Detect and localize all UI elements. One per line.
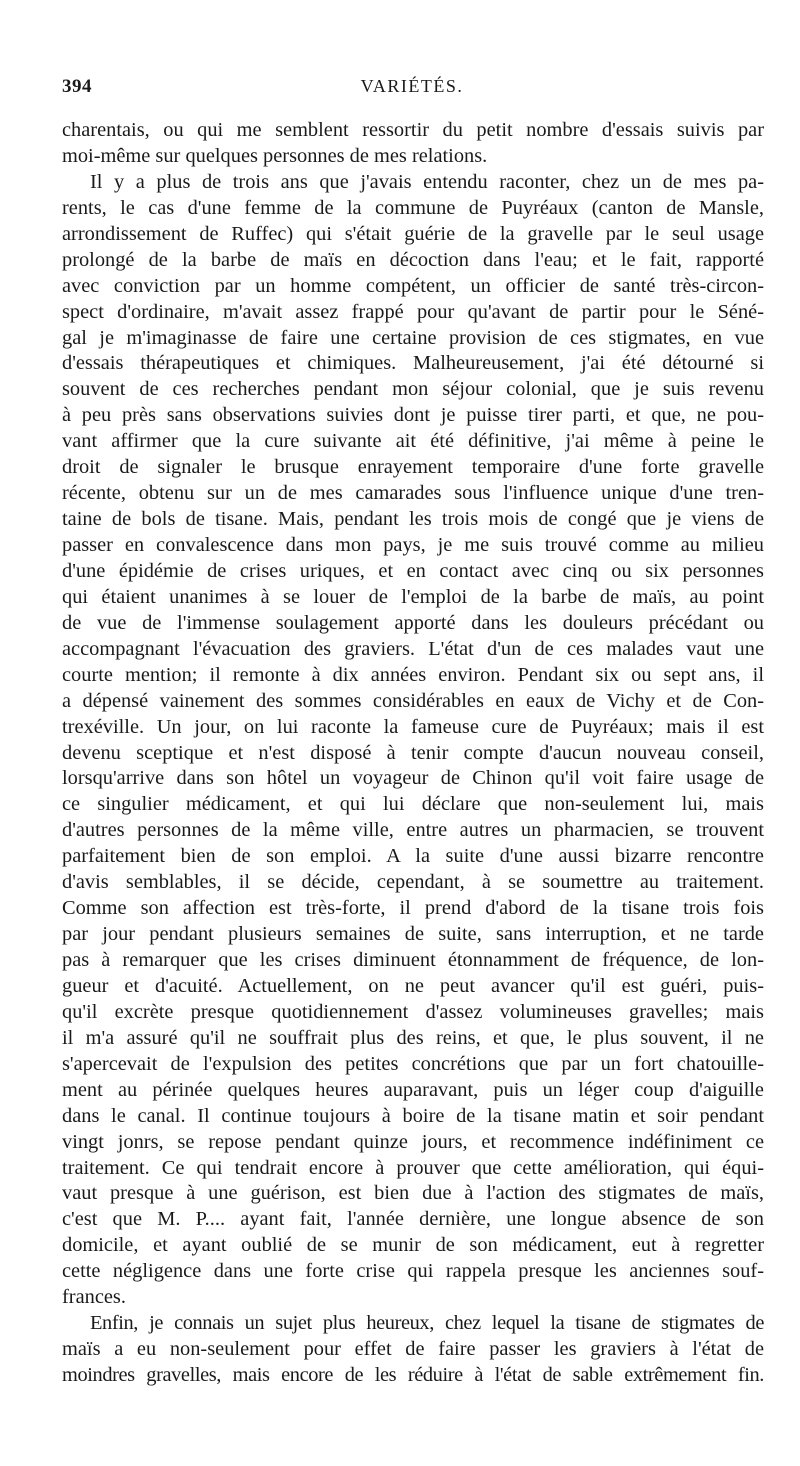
paragraph-2 [62,170,764,1311]
text-line: par jour pendant plusieurs semaines de suite, sans interruption, et ne tarde [62,923,764,946]
text-line: d'une épidémie de crises uriques, et en contact avec cinq ou six personnes [62,559,764,582]
text-line: taine de bols de tisane. Mais, pendant les trois mois de congé que je viens de [62,508,764,531]
text-line: vingt jonrs, se repose pendant quinze jours, et recommence indéfiniment ce [62,1130,764,1153]
text-line: dans le canal. Il continue toujours à boire de la tisane matin et soir pendant [62,1104,764,1127]
text-line: passer en convalescence dans mon pays, je me suis trouvé comme au milieu [62,534,764,556]
text-line: arrondissement de Ruffec) qui s'était guérie de la gravelle par le seul usage [62,222,764,245]
text-line: vaut presque à une guérison, est bien due à l'action des stigmates de maïs, [62,1182,764,1205]
text-line: vant affirmer que la cure suivante ait été définitive, j'ai même à peine le [62,430,764,453]
text-line: avec conviction par un homme compétent, un officier de santé très-circon- [62,274,764,297]
text-line: parfaitement bien de son emploi. A la suite d'une aussi bizarre rencontre [62,845,764,868]
text-line: frances. [62,1286,126,1309]
paragraph-1 [62,118,764,170]
text-line: de vue de l'immense soulagement apporté dans les douleurs précédant ou [62,611,764,634]
text-line: Comme son affection est très-forte, il prend d'abord de la tisane trois fois [62,897,764,920]
text-line: courte mention; il remonte à dix années environ. Pendant six ou sept ans, il [62,663,764,686]
paragraph-3 [62,1311,764,1389]
text-line: moindres gravelles, mais encore de les réduire à l'état de sable extrêmement fin. [62,1364,764,1386]
text-line: spect d'ordinaire, m'avait assez frappé pour qu'avant de partir pour le Séné- [62,300,764,323]
text-line: pas à remarquer que les crises diminuent étonnamment de fréquence, de lon- [62,949,764,971]
text-line: rents, le cas d'une femme de la commune de Puyréaux (canton de Mansle, [62,196,764,219]
text-line: traitement. Ce qui tendrait encore à prouver que cette amélioration, qui équi- [62,1156,764,1179]
text-line: accompagnant l'évacuation des graviers. L'état d'un de ces malades vaut une [62,637,764,660]
text-line: gal je m'imaginasse de faire une certaine provision de ces stigmates, en vue [62,326,764,349]
text-line: d'autres personnes de la même ville, entre autres un pharmacien, se trouvent [62,819,764,842]
text-line: domicile, et ayant oublié de se munir de son médicament, eut à regretter [62,1234,764,1257]
text-line: souvent de ces recherches pendant mon séjour colonial, que je suis revenu [62,378,764,401]
text-line: gueur et d'acuité. Actuellement, on ne peut avancer qu'il est guéri, puis- [62,974,764,997]
text-line: Il y a plus de trois ans que j'avais entendu raconter, chez un de mes pa- [90,170,764,193]
running-title: VARIÉTÉS. [360,76,464,96]
text-line: s'apercevait de l'expulsion des petites concrétions que par un fort chatouille- [62,1052,764,1075]
text-line: d'avis semblables, il se décide, cependant, à se soumettre au traitement. [62,871,764,894]
text-line: récente, obtenu sur un de mes camarades sous l'influence unique d'une tren- [62,482,764,505]
text-line: devenu sceptique et n'est disposé à tenir compte d'aucun nouveau conseil, [62,741,764,764]
text-line: prolongé de la barbe de maïs en décoction dans l'eau; et le fait, rapporté [62,248,764,271]
page-header [62,76,762,106]
text-line: il m'a assuré qu'il ne souffrait plus des reins, et que, le plus souvent, il ne [62,1026,764,1049]
text-line: ment au périnée quelques heures auparavant, puis un léger coup d'aiguille [62,1078,764,1101]
page-number: 394 [62,76,92,97]
text-line: qu'il excrète presque quotidiennement d'assez volumineuses gravelles; mais [62,1000,764,1023]
body-text [62,118,764,1389]
text-line: d'essais thérapeutiques et chimiques. Malheureusement, j'ai été détourné si [62,352,764,375]
text-line: ce singulier médicament, et qui lui déclare que non-seulement lui, mais [62,793,764,816]
text-line: à peu près sans observations suivies dont je puisse tirer parti, et que, ne pou- [62,404,764,427]
text-line: droit de signaler le brusque enrayement temporaire d'une forte gravelle [62,456,764,479]
text-line: moi-même sur quelques personnes de mes relations. [62,144,488,167]
text-line: c'est que M. P.... ayant fait, l'année dernière, une longue absence de son [62,1208,764,1231]
text-line: a dépensé vainement des sommes considérables en eaux de Vichy et de Con- [62,689,764,712]
text-line: lorsqu'arrive dans son hôtel un voyageur de Chinon qu'il voit faire usage de [62,767,764,790]
text-line: maïs a eu non-seulement pour effet de faire passer les graviers à l'état de [62,1338,764,1361]
text-line: charentais, ou qui me semblent ressortir du petit nombre d'essais suivis par [62,119,764,141]
text-line: Enfin, je connais un sujet plus heureux, chez lequel la tisane de stigmates de [90,1312,764,1335]
text-line: qui étaient unanimes à se louer de l'emploi de la barbe de maïs, au point [62,585,764,608]
text-line: trexéville. Un jour, on lui raconte la fameuse cure de Puyréaux; mais il est [62,715,764,738]
text-line: cette négligence dans une forte crise qui rappela presque les anciennes souf- [62,1260,764,1283]
